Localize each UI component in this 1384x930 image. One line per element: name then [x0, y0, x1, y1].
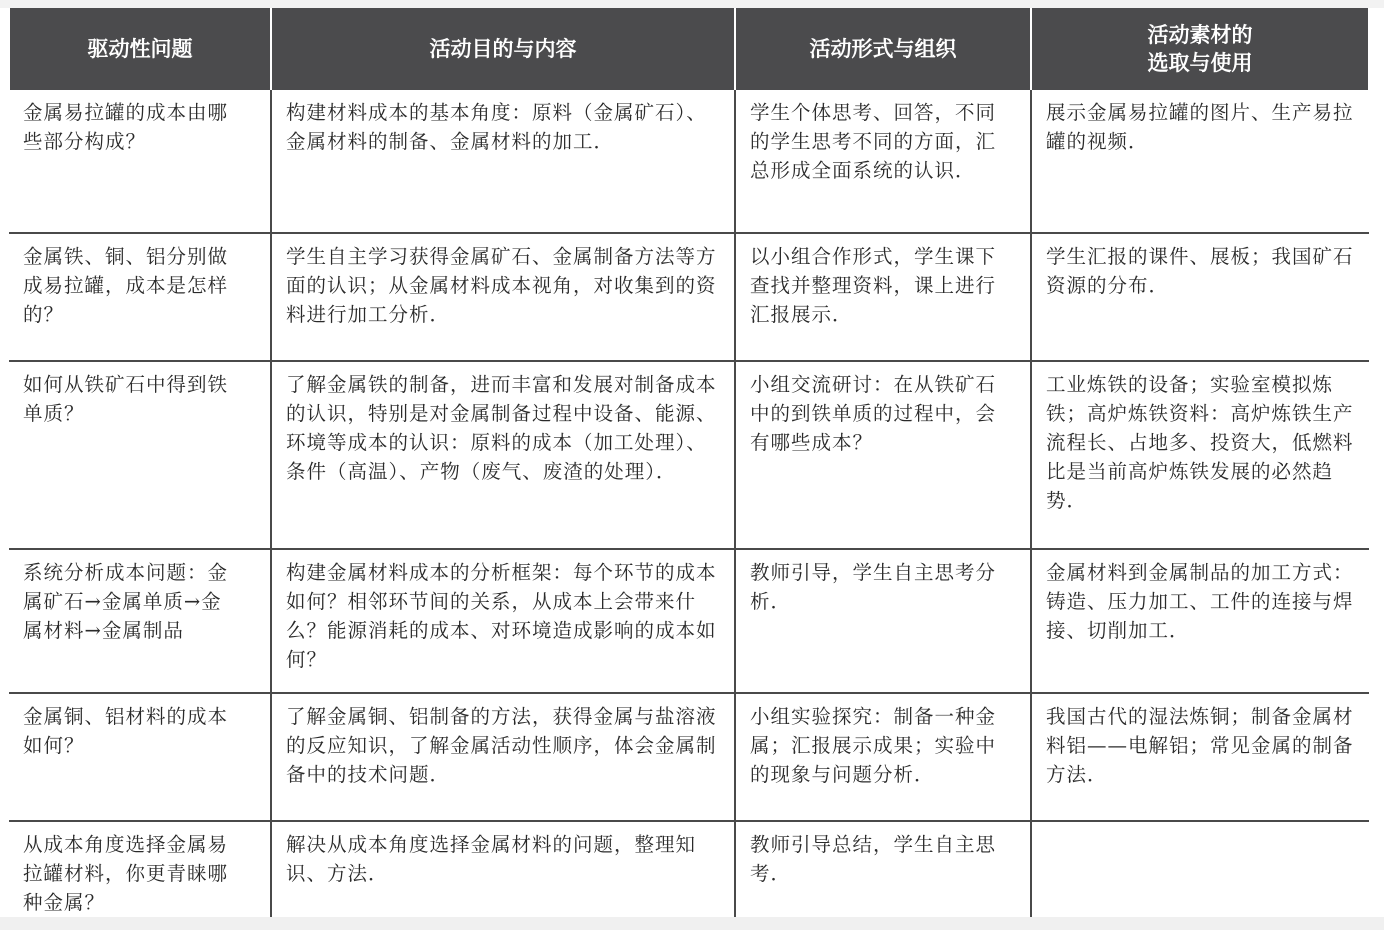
- table-row: [9, 549, 1369, 693]
- cell-form: 教师引导，学生自主思考分析．: [735, 549, 1031, 693]
- table-row: [9, 90, 1369, 233]
- cell-form: 教师引导总结，学生自主思考．: [735, 821, 1031, 926]
- table-header: [9, 8, 1369, 90]
- header-materials-line1: 活动素材的: [1147, 23, 1253, 47]
- cell-purpose: 了解金属铁的制备，进而丰富和发展对制备成本的认识，特别是对金属制备过程中设备、能源、环境等成本的认识：原料的成本（加工处理）、条件（高温）、产物（废气、废渣的处理）．: [271, 361, 735, 549]
- cell-materials: 我国古代的湿法炼铜；制备金属材料铝——电解铝；常见金属的制备方法．: [1031, 693, 1369, 821]
- cell-materials: 展示金属易拉罐的图片、生产易拉罐的视频．: [1031, 90, 1369, 233]
- bottom-strip: [0, 917, 1384, 930]
- table-row: [9, 821, 1369, 926]
- header-driving-question: 驱动性问题: [9, 8, 271, 90]
- cell-materials: 金属材料到金属制品的加工方式：铸造、压力加工、工件的连接与焊接、切削加工．: [1031, 549, 1369, 693]
- activity-table: [8, 8, 1370, 926]
- cell-purpose: 学生自主学习获得金属矿石、金属制备方法等方面的认识；从金属材料成本视角，对收集到的资料进行加工分析．: [271, 233, 735, 361]
- cell-form: 以小组合作形式，学生课下查找并整理资料，课上进行汇报展示．: [735, 233, 1031, 361]
- cell-purpose: 了解金属铜、铝制备的方法，获得金属与盐溶液的反应知识，了解金属活动性顺序，体会金属制备中的技术问题．: [271, 693, 735, 821]
- cell-purpose: 构建金属材料成本的分析框架：每个环节的成本如何？相邻环节间的关系，从成本上会带来什么？能源消耗的成本、对环境造成影响的成本如何？: [271, 549, 735, 693]
- cell-form: 小组交流研讨：在从铁矿石中的到铁单质的过程中，会有哪些成本？: [735, 361, 1031, 549]
- top-strip: [0, 0, 1384, 8]
- table-row: [9, 693, 1369, 821]
- cell-question: 金属易拉罐的成本由哪些部分构成？: [9, 90, 271, 233]
- cell-form: 小组实验探究：制备一种金属；汇报展示成果；实验中的现象与问题分析．: [735, 693, 1031, 821]
- cell-purpose: 构建材料成本的基本角度：原料（金属矿石）、金属材料的制备、金属材料的加工．: [271, 90, 735, 233]
- cell-question: 如何从铁矿石中得到铁单质？: [9, 361, 271, 549]
- cell-question: 金属铜、铝材料的成本如何？: [9, 693, 271, 821]
- cell-question: 金属铁、铜、铝分别做成易拉罐，成本是怎样的？: [9, 233, 271, 361]
- header-purpose-content: 活动目的与内容: [271, 8, 735, 90]
- header-materials-line2: 选取与使用: [1147, 51, 1253, 75]
- table-row: [9, 233, 1369, 361]
- cell-materials: 工业炼铁的设备；实验室模拟炼铁；高炉炼铁资料：高炉炼铁生产流程长、占地多、投资大，低燃料比是当前高炉炼铁发展的必然趋势．: [1031, 361, 1369, 549]
- cell-form: 学生个体思考、回答，不同的学生思考不同的方面，汇总形成全面系统的认识．: [735, 90, 1031, 233]
- cell-question: 从成本角度选择金属易拉罐材料，你更青睐哪种金属？: [9, 821, 271, 926]
- cell-purpose: 解决从成本角度选择金属材料的问题，整理知识、方法．: [271, 821, 735, 926]
- header-form-organization: 活动形式与组织: [735, 8, 1031, 90]
- header-materials: [1031, 8, 1369, 90]
- cell-materials: 学生汇报的课件、展板；我国矿石资源的分布．: [1031, 233, 1369, 361]
- cell-question: 系统分析成本问题：金属矿石→金属单质→金属材料→金属制品: [9, 549, 271, 693]
- cell-materials: [1031, 821, 1369, 926]
- table-row: [9, 361, 1369, 549]
